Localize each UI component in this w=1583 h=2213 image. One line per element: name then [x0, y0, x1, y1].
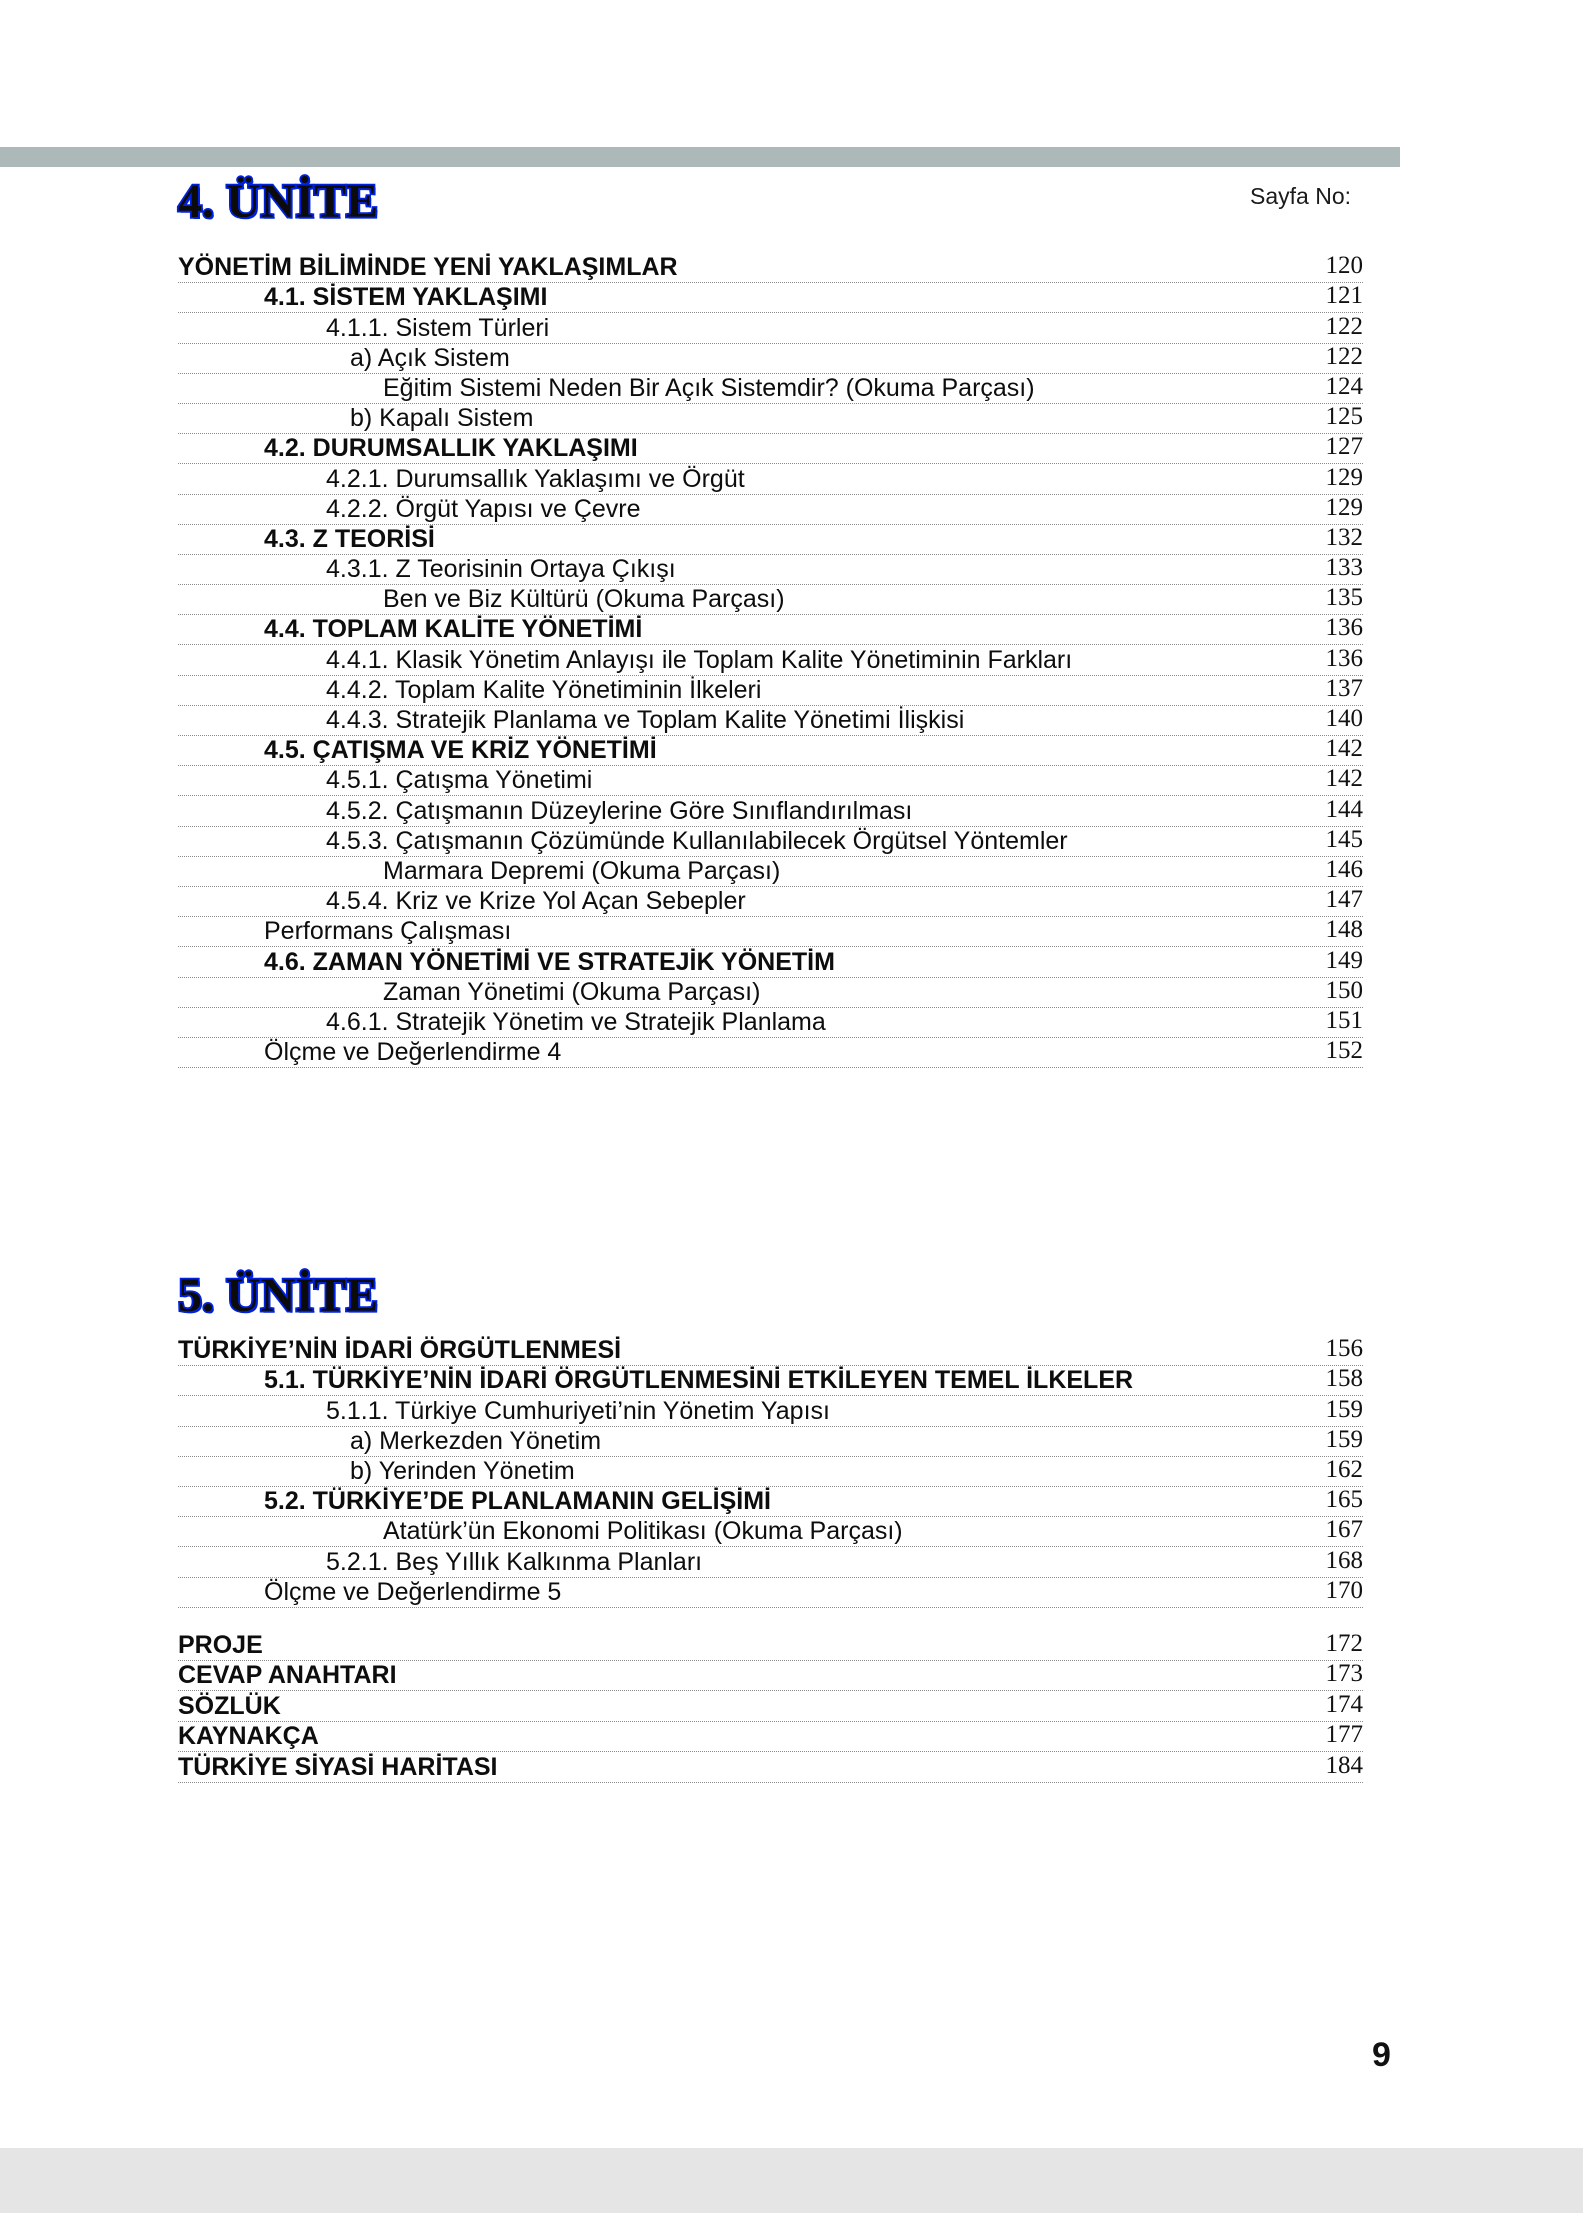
toc-entry[interactable] — [178, 1752, 1363, 1783]
toc-entry-page-number: 168 — [1325, 1546, 1363, 1574]
toc-entry-label: 4.5.2. Çatışmanın Düzeylerine Göre Sınıflandırılması — [326, 796, 913, 825]
toc-entry-label: 5.2. TÜRKİYE’DE PLANLAMANIN GELİŞİMİ — [264, 1487, 771, 1516]
toc-list-unit-4 — [178, 253, 1363, 1068]
toc-entry-label: 4.5.4. Kriz ve Krize Yol Açan Sebepler — [326, 887, 746, 916]
toc-entry-page-number: 150 — [1325, 976, 1363, 1004]
toc-entry[interactable] — [178, 1630, 1363, 1661]
toc-entry[interactable] — [178, 766, 1363, 796]
toc-entry-page-number: 167 — [1325, 1516, 1363, 1544]
toc-entry-page-number: 121 — [1325, 282, 1363, 310]
unit-4-title: 4. ÜNİTE — [178, 175, 379, 228]
toc-entry-label: 5.1. TÜRKİYE’NİN İDARİ ÖRGÜTLENMESİNİ ETKİLEYEN TEMEL İLKELER — [264, 1366, 1134, 1395]
toc-entry-label: Ölçme ve Değerlendirme 4 — [264, 1038, 562, 1067]
toc-entry-page-number: 137 — [1325, 674, 1363, 702]
toc-entry[interactable] — [178, 978, 1363, 1008]
toc-entry-label: Ben ve Biz Kültürü (Okuma Parçası) — [383, 585, 785, 614]
toc-entry-page-number: 184 — [1325, 1751, 1363, 1779]
toc-entry[interactable] — [178, 1457, 1363, 1487]
toc-entry-page-number: 129 — [1325, 493, 1363, 521]
toc-entry[interactable] — [178, 374, 1363, 404]
toc-entry-label: TÜRKİYE’NİN İDARİ ÖRGÜTLENMESİ — [178, 1336, 622, 1365]
toc-entry[interactable] — [178, 887, 1363, 917]
toc-entry-page-number: 122 — [1325, 312, 1363, 340]
toc-entry-label: 4.1.1. Sistem Türleri — [326, 313, 550, 342]
toc-entry-label: 4.6.1. Stratejik Yönetim ve Stratejik Planlama — [326, 1007, 826, 1036]
toc-entry[interactable] — [178, 1487, 1363, 1517]
toc-entry[interactable] — [178, 857, 1363, 887]
toc-entry-page-number: 124 — [1325, 372, 1363, 400]
toc-entry-page-number: 132 — [1325, 523, 1363, 551]
toc-entry[interactable] — [178, 283, 1363, 313]
toc-entry[interactable] — [178, 344, 1363, 374]
toc-entry-page-number: 142 — [1325, 765, 1363, 793]
toc-entry-page-number: 136 — [1325, 644, 1363, 672]
toc-entry-label: a) Açık Sistem — [350, 343, 510, 372]
toc-list-back-matter — [178, 1630, 1363, 1783]
toc-entry-page-number: 156 — [1325, 1335, 1363, 1363]
toc-entry-label: 4.2.1. Durumsallık Yaklaşımı ve Örgüt — [326, 464, 745, 493]
toc-entry-label: CEVAP ANAHTARI — [178, 1661, 397, 1689]
toc-entry-label: 4.6. ZAMAN YÖNETİMİ VE STRATEJİK YÖNETİM — [264, 947, 835, 976]
toc-entry-label: Zaman Yönetimi (Okuma Parçası) — [383, 977, 761, 1006]
toc-entry-page-number: 129 — [1325, 463, 1363, 491]
toc-entry-page-number: 145 — [1325, 825, 1363, 853]
toc-entry[interactable] — [178, 1722, 1363, 1753]
toc-entry-label: 4.4.3. Stratejik Planlama ve Toplam Kalite Yönetimi İlişkisi — [326, 706, 965, 734]
unit-5-title: 5. ÜNİTE — [178, 1269, 379, 1322]
toc-entry-page-number: 135 — [1325, 584, 1363, 612]
toc-entry-label: 4.1. SİSTEM YAKLAŞIMI — [264, 283, 548, 312]
toc-entry-label: Performans Çalışması — [264, 917, 512, 946]
toc-entry-page-number: 140 — [1325, 705, 1363, 732]
toc-entry-label: b) Kapalı Sistem — [350, 404, 534, 433]
toc-entry[interactable] — [178, 1517, 1363, 1547]
toc-entry[interactable] — [178, 1427, 1363, 1457]
toc-entry-label: 4.5.1. Çatışma Yönetimi — [326, 766, 593, 795]
toc-entry-label: Ölçme ve Değerlendirme 5 — [264, 1577, 562, 1606]
toc-entry-label: 4.4. TOPLAM KALİTE YÖNETİMİ — [264, 615, 643, 644]
toc-entry-label: TÜRKİYE SİYASİ HARİTASI — [178, 1752, 498, 1781]
toc-entry-page-number: 125 — [1325, 403, 1363, 431]
toc-entry-label: 4.2. DURUMSALLIK YAKLAŞIMI — [264, 434, 638, 463]
toc-entry[interactable] — [178, 1396, 1363, 1426]
toc-entry-label: 4.5.3. Çatışmanın Çözümünde Kullanılabilecek Örgütsel Yöntemler — [326, 826, 1068, 855]
toc-entry-label: 5.2.1. Beş Yıllık Kalkınma Planları — [326, 1547, 703, 1576]
toc-entry[interactable] — [178, 1366, 1363, 1396]
toc-entry[interactable] — [178, 1008, 1363, 1038]
toc-entry[interactable] — [178, 1578, 1363, 1608]
toc-entry-label: KAYNAKÇA — [178, 1722, 319, 1750]
toc-entry[interactable] — [178, 555, 1363, 585]
toc-entry[interactable] — [178, 1547, 1363, 1577]
unit-4-title-wrap — [178, 175, 379, 228]
toc-entry[interactable] — [178, 947, 1363, 977]
toc-list-unit-5 — [178, 1336, 1363, 1608]
toc-entry-label: b) Yerinden Yönetim — [350, 1456, 575, 1485]
toc-entry[interactable] — [178, 676, 1363, 706]
toc-entry-page-number: 127 — [1325, 433, 1363, 461]
toc-entry[interactable] — [178, 1661, 1363, 1692]
toc-entry-label: 4.4.1. Klasik Yönetim Anlayışı ile Toplam Kalite Yönetiminin Farkları — [326, 645, 1073, 674]
toc-entry[interactable] — [178, 1691, 1363, 1722]
toc-entry[interactable] — [178, 404, 1363, 434]
footer-band — [0, 2148, 1583, 2213]
toc-entry-label: PROJE — [178, 1630, 263, 1659]
toc-entry-page-number: 177 — [1325, 1721, 1363, 1748]
header-band — [0, 147, 1400, 167]
toc-entry-page-number: 122 — [1325, 342, 1363, 370]
toc-entry-label: 5.1.1. Türkiye Cumhuriyeti’nin Yönetim Yapısı — [326, 1396, 830, 1425]
toc-entry-page-number: 146 — [1325, 855, 1363, 883]
toc-entry[interactable] — [178, 1038, 1363, 1068]
toc-entry[interactable] — [178, 736, 1363, 766]
toc-entry-page-number: 148 — [1325, 916, 1363, 944]
toc-entry-page-number: 165 — [1325, 1486, 1363, 1514]
toc-entry-label: a) Merkezden Yönetim — [350, 1426, 602, 1455]
toc-entry-page-number: 174 — [1325, 1690, 1363, 1718]
toc-entry-page-number: 151 — [1325, 1006, 1363, 1034]
toc-entry-page-number: 120 — [1325, 252, 1363, 280]
toc-entry-page-number: 158 — [1325, 1365, 1363, 1393]
toc-entry-page-number: 152 — [1325, 1037, 1363, 1065]
toc-entry-label: Marmara Depremi (Okuma Parçası) — [383, 856, 781, 885]
toc-entry[interactable] — [178, 495, 1363, 525]
toc-entry-page-number: 162 — [1325, 1455, 1363, 1483]
toc-entry[interactable] — [178, 1336, 1363, 1366]
toc-entry-label: YÖNETİM BİLİMİNDE YENİ YAKLAŞIMLAR — [178, 253, 678, 282]
toc-entry[interactable] — [178, 706, 1363, 736]
toc-entry[interactable] — [178, 464, 1363, 494]
toc-entry[interactable] — [178, 645, 1363, 675]
toc-entry-page-number: 144 — [1325, 795, 1363, 823]
toc-entry[interactable] — [178, 827, 1363, 857]
toc-entry-label: 4.2.2. Örgüt Yapısı ve Çevre — [326, 494, 641, 523]
toc-entry-page-number: 173 — [1325, 1660, 1363, 1687]
toc-entry[interactable] — [178, 434, 1363, 464]
toc-entry-page-number: 170 — [1325, 1576, 1363, 1604]
page-number-column-label: Sayfa No: — [1250, 183, 1351, 209]
toc-entry[interactable] — [178, 585, 1363, 615]
toc-entry-label: Eğitim Sistemi Neden Bir Açık Sistemdir? (Okuma Parçası) — [383, 373, 1035, 402]
toc-entry-page-number: 147 — [1325, 886, 1363, 914]
toc-entry[interactable] — [178, 796, 1363, 826]
toc-entry-label: 4.4.2. Toplam Kalite Yönetiminin İlkeleri — [326, 675, 762, 704]
toc-entry-label: 4.3. Z TEORİSİ — [264, 524, 435, 553]
toc-entry[interactable] — [178, 917, 1363, 947]
toc-entry-label: 4.3.1. Z Teorisinin Ortaya Çıkışı — [326, 555, 676, 584]
toc-entry-label: SÖZLÜK — [178, 1691, 281, 1720]
toc-entry-page-number: 172 — [1325, 1629, 1363, 1657]
toc-entry-page-number: 159 — [1325, 1425, 1363, 1453]
toc-entry-page-number: 133 — [1325, 554, 1363, 582]
toc-entry[interactable] — [178, 253, 1363, 283]
toc-entry-page-number: 142 — [1325, 735, 1363, 763]
toc-entry[interactable] — [178, 525, 1363, 555]
toc-entry-page-number: 149 — [1325, 946, 1363, 974]
folio-number: 9 — [1372, 2036, 1391, 2074]
unit-5-title-wrap — [178, 1269, 379, 1322]
toc-entry[interactable] — [178, 313, 1363, 343]
toc-entry-label: Atatürk’ün Ekonomi Politikası (Okuma Parçası) — [383, 1517, 903, 1546]
toc-entry[interactable] — [178, 615, 1363, 645]
toc-entry-page-number: 159 — [1325, 1395, 1363, 1423]
toc-entry-label: 4.5. ÇATIŞMA VE KRİZ YÖNETİMİ — [264, 736, 657, 765]
toc-entry-page-number: 136 — [1325, 614, 1363, 642]
